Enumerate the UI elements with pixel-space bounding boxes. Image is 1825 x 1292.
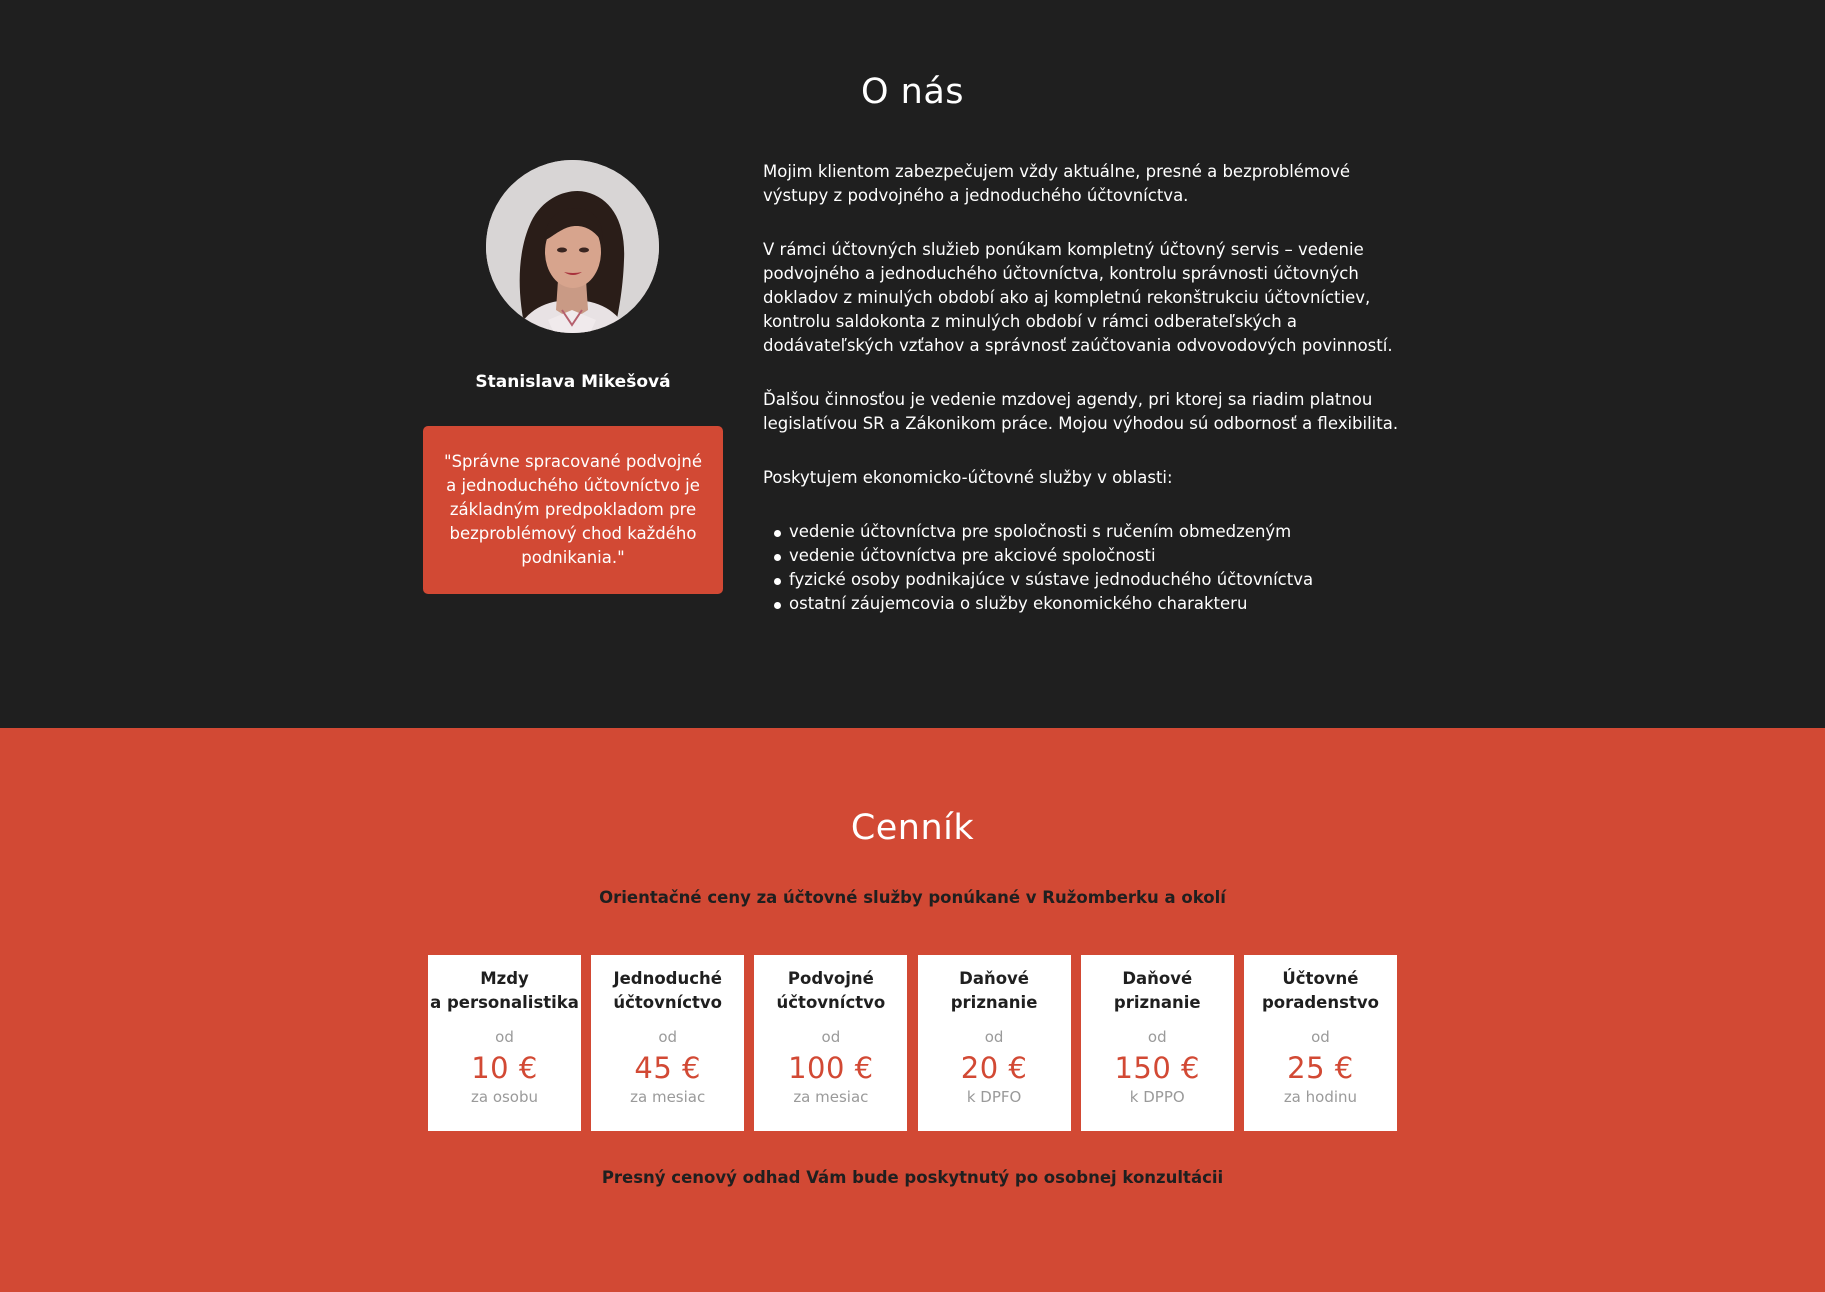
price-card bbox=[591, 955, 744, 1131]
about-paragraph: Mojim klientom zabezpečujem vždy aktuálne, presné a bezproblémové výstupy z podvojného a jednoduchého účtovníctva. bbox=[763, 162, 1351, 205]
profile-quote: "Správne spracované podvojné a jednoduchého účtovníctvo je základným predpokladom pre bezproblémový chod každého podnikania." bbox=[423, 426, 723, 594]
pricing-title: Cenník bbox=[850, 808, 975, 848]
price-card-unit: k DPFO bbox=[966, 1088, 1022, 1106]
price-card-from: od bbox=[658, 1028, 678, 1046]
price-card-unit: za osobu bbox=[470, 1088, 539, 1106]
price-card bbox=[918, 955, 1071, 1131]
price-card-price: 20 € bbox=[960, 1051, 1028, 1085]
pricing-subtitle: Orientačné ceny za účtovné služby ponúkané v Ružomberku a okolí bbox=[599, 888, 1226, 907]
about-paragraph: Ďalšou činnosťou je vedenie mzdovej agendy, pri ktorej sa riadim platnou legislatívou SR a Zákonikom práce. Mojou výhodou sú odbornosť a flexibilita. bbox=[763, 390, 1399, 433]
price-card-unit: k DPPO bbox=[1129, 1088, 1185, 1106]
price-card-unit: za mesiac bbox=[793, 1088, 869, 1106]
profile-name: Stanislava Mikešová bbox=[475, 372, 671, 392]
price-card bbox=[428, 955, 581, 1131]
pricing-section bbox=[0, 728, 1825, 1292]
price-card-from: od bbox=[821, 1028, 841, 1046]
price-card-name: Jednoduché účtovníctvo bbox=[613, 969, 723, 1012]
price-card-price: 25 € bbox=[1287, 1051, 1354, 1085]
services-list bbox=[763, 520, 1405, 616]
pricing-note: Presný cenový odhad Vám bude poskytnutý po osobnej konzultácii bbox=[601, 1168, 1224, 1187]
price-card-from: od bbox=[984, 1028, 1004, 1046]
price-card-from: od bbox=[1147, 1028, 1167, 1046]
price-card-name: Podvojné účtovníctvo bbox=[776, 969, 886, 1012]
profile-photo bbox=[486, 160, 659, 333]
price-card bbox=[754, 955, 907, 1131]
price-card-price: 45 € bbox=[634, 1051, 701, 1085]
services-list-item: fyzické osoby podnikajúce v sústave jednoduchého účtovníctva bbox=[789, 568, 1405, 592]
services-list-item: vedenie účtovníctva pre spoločnosti s ručením obmedzeným bbox=[789, 520, 1405, 544]
about-paragraph: V rámci účtovných služieb ponúkam kompletný účtovný servis – vedenie podvojného a jednoduchého účtovníctva, kontrolu správnosti účtovných dokladov z minulých období ako aj kompletnú rekonštrukciu účtovníctiev, kontrolu saldokonta z minulých období v rámci odberateľských a dodávateľských vzťahov a správnosť zaúčtovania odvovodových povinností. bbox=[763, 240, 1393, 355]
price-card-name: Účtovné poradenstvo bbox=[1261, 969, 1379, 1012]
services-list-item: ostatní záujemcovia o služby ekonomického charakteru bbox=[789, 592, 1405, 616]
about-text bbox=[763, 160, 1405, 616]
about-paragraph: Poskytujem ekonomicko-účtovné služby v oblasti: bbox=[763, 468, 1173, 487]
price-cards bbox=[428, 955, 1397, 1131]
price-card-name: Daňové priznanie bbox=[950, 969, 1038, 1012]
price-card-name: Daňové priznanie bbox=[1113, 969, 1201, 1012]
about-title: O nás bbox=[860, 72, 965, 112]
price-card bbox=[1244, 955, 1397, 1131]
price-card-unit: za hodinu bbox=[1283, 1088, 1358, 1106]
price-card-unit: za mesiac bbox=[630, 1088, 706, 1106]
price-card-from: od bbox=[1311, 1028, 1330, 1046]
services-list-item: vedenie účtovníctva pre akciové spoločnosti bbox=[789, 544, 1405, 568]
price-card-price: 150 € bbox=[1114, 1051, 1201, 1085]
price-card-from: od bbox=[495, 1028, 514, 1046]
price-card bbox=[1081, 955, 1234, 1131]
price-card-price: 10 € bbox=[471, 1051, 538, 1085]
price-card-name: Mzdy a personalistika bbox=[430, 969, 579, 1012]
price-card-price: 100 € bbox=[788, 1051, 874, 1085]
profile-photo-image bbox=[486, 160, 659, 333]
